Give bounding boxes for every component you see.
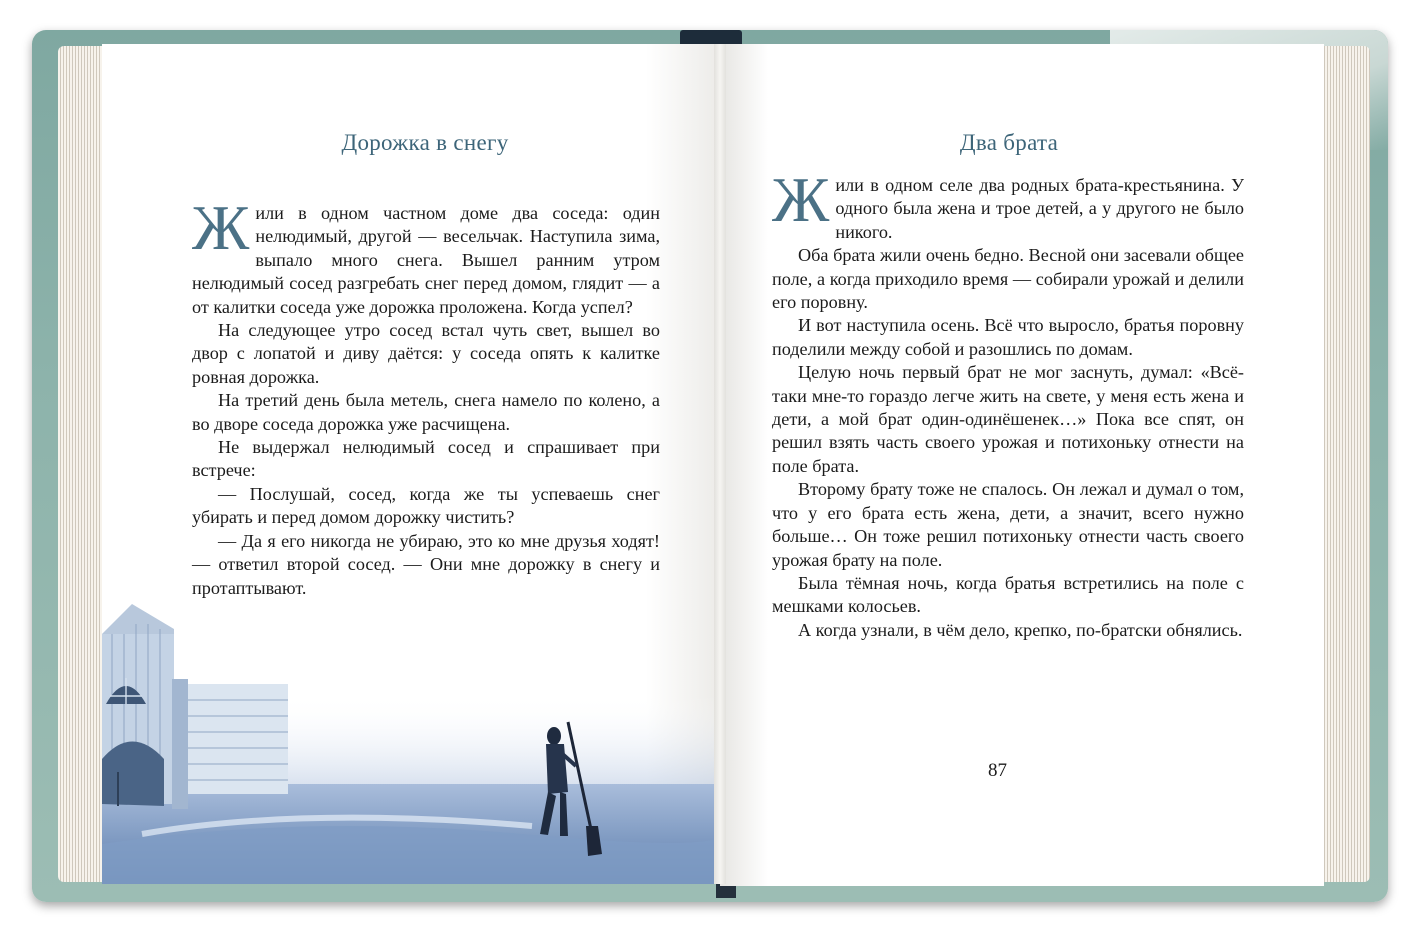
story-title-left: Дорожка в снегу [341,130,509,155]
paragraph: Второму брату тоже не спалось. Он лежал и думал о том, что у его брата есть жена, дети, а значит, всего нужно больше… Он тоже решил потихоньку отнести часть своего урожая брату на поле. [772,479,1244,570]
paragraph: — Послушай, сосед, когда же ты успеваешь снег убирать и перед домом дорожку чистить? [192,483,660,528]
dropcap-letter: Ж [192,192,250,263]
story-text-right [772,164,1244,642]
paragraph: И вот наступила осень. Всё что выросло, братья поровну поделили между собой и разошлись по домам. [772,315,1244,359]
paragraph: А когда узнали, в чём дело, крепко, по-братски обнялись. [798,619,1243,640]
paragraph: На следующее утро сосед встал чуть свет, вышел во двор с лопатой и диву даётся: у соседа опять к калитке ровная дорожка. [192,320,660,387]
paragraph: Не выдержал нелюдимый сосед и спрашивает при встрече: [192,437,660,481]
story-text-left [192,192,660,600]
paragraph: Оба брата жили очень бедно. Весной они засевали общее поле, а когда приходило время — собирали урожай и делили его поровну. [772,245,1244,313]
right-page [720,44,1324,886]
paragraph: — Да я его никогда не убираю, это ко мне друзья ходят! — ответил второй сосед. — Они мне дорожку в снегу и протаптывают. [192,530,660,598]
dropcap-letter: Ж [772,164,830,235]
left-page [102,44,720,884]
paragraph: Жили в одном селе два родных брата-крестьянина. У одного была жена и трое детей, а у другого не было никого. [772,164,1244,242]
page-number: 87 [988,760,1007,781]
paragraph: Жили в одном частном доме два соседа: один нелюдимый, другой — весельчак. Наступила зима, выпало много снега. Вышел ранним утром нелюдимый сосед разгребать снег перед домом, глядит — а от калитки соседа уже дорожка проложена. Когда успел? [192,192,660,317]
paragraph: Целую ночь первый брат не мог заснуть, думал: «Всё-таки мне-то гораздо легче жить на свете, у меня есть жена и дети, а мой брат один-одинёшенек…» Пока все спят, он решил взять часть своего урожая и потихоньку отнести на поле брата. [772,362,1244,476]
paragraph: На третий день была метель, снега намело по колено, а во дворе соседа дорожка уже расчищена. [192,390,660,434]
paragraph: Была тёмная ночь, когда братья встретились на поле с мешками колосьев. [772,572,1244,617]
book-gutter [714,44,726,884]
story-title-right: Два брата [959,130,1059,155]
